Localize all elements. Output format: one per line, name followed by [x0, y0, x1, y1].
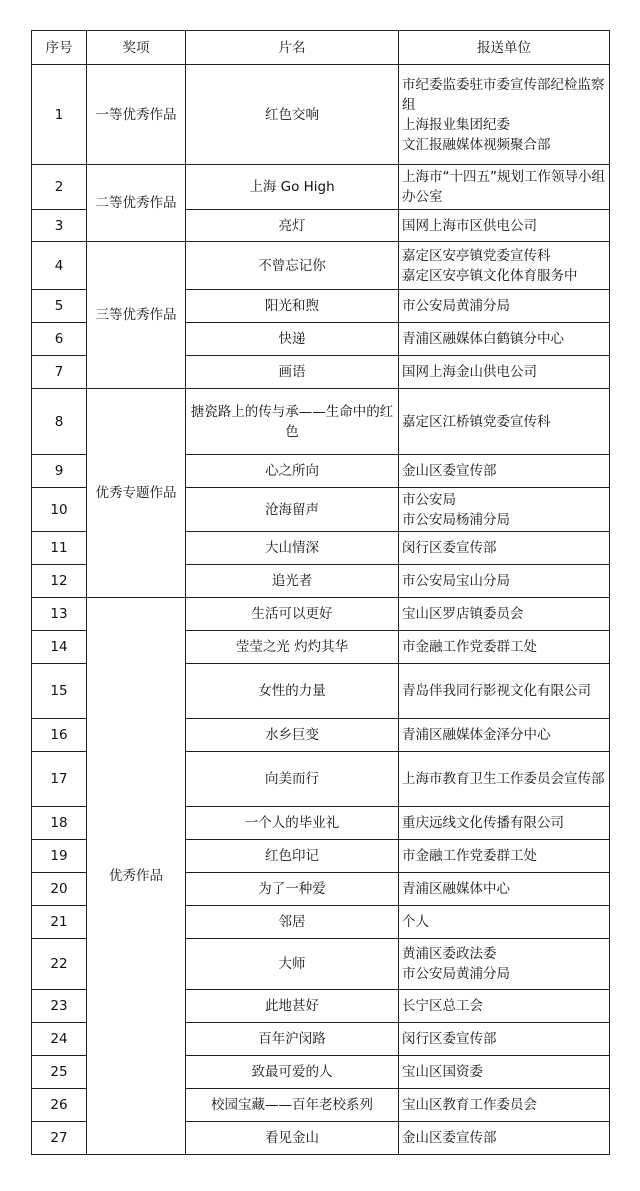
row-no: 18 — [32, 807, 87, 840]
unit-line: 青浦区融媒体中心 — [402, 881, 510, 897]
row-no: 19 — [32, 840, 87, 873]
awards-table — [31, 30, 610, 1155]
film-title: 红色交响 — [186, 65, 399, 165]
film-title: 向美而行 — [186, 752, 399, 807]
film-title — [186, 389, 399, 455]
film-title: 此地甚好 — [186, 990, 399, 1023]
table-row — [32, 598, 610, 631]
unit-line: 宝山区教育工作委员会 — [402, 1097, 537, 1113]
unit-cell — [399, 598, 610, 631]
row-no: 9 — [32, 455, 87, 488]
unit-cell — [399, 389, 610, 455]
row-no: 13 — [32, 598, 87, 631]
film-title: 画语 — [186, 356, 399, 389]
table-row — [32, 165, 610, 210]
award-cell: 二等优秀作品 — [87, 165, 186, 242]
unit-line: 上海市教育卫生工作委员会宣传部 — [402, 771, 605, 787]
header-award: 奖项 — [87, 31, 186, 65]
unit-cell — [399, 488, 610, 532]
unit-cell — [399, 719, 610, 752]
award-cell: 三等优秀作品 — [87, 242, 186, 389]
table-row — [32, 65, 610, 165]
row-no: 8 — [32, 389, 87, 455]
film-title: 沧海留声 — [186, 488, 399, 532]
unit-cell — [399, 565, 610, 598]
unit-line: 黄浦区委政法委 — [402, 946, 497, 962]
row-no: 27 — [32, 1122, 87, 1155]
film-title: 莹莹之光 灼灼其华 — [186, 631, 399, 664]
film-title: 上海 Go High — [186, 165, 399, 210]
film-title: 看见金山 — [186, 1122, 399, 1155]
unit-line: 青浦区融媒体白鹤镇分中心 — [402, 331, 564, 347]
unit-line: 上海市“十四五”规划工作领导小组办公室 — [402, 169, 605, 205]
header-no: 序号 — [32, 31, 87, 65]
unit-cell — [399, 455, 610, 488]
film-title-text: 搪瓷路上的传与承——生命中的红色 — [190, 403, 394, 440]
unit-cell — [399, 1023, 610, 1056]
row-no: 6 — [32, 323, 87, 356]
unit-cell — [399, 1056, 610, 1089]
film-title: 一个人的毕业礼 — [186, 807, 399, 840]
film-title: 女性的力量 — [186, 664, 399, 719]
header-title: 片名 — [186, 31, 399, 65]
row-no: 5 — [32, 290, 87, 323]
unit-cell — [399, 242, 610, 290]
unit-line: 金山区委宣传部 — [402, 463, 497, 479]
unit-cell — [399, 323, 610, 356]
table-row — [32, 389, 610, 455]
unit-line: 重庆远线文化传播有限公司 — [402, 815, 564, 831]
row-no: 20 — [32, 873, 87, 906]
unit-line: 市公安局杨浦分局 — [402, 511, 510, 528]
unit-line: 市公安局 — [402, 491, 456, 508]
unit-line: 闵行区委宣传部 — [402, 540, 497, 556]
award-cell: 优秀专题作品 — [87, 389, 186, 598]
row-no: 22 — [32, 939, 87, 990]
row-no: 2 — [32, 165, 87, 210]
row-no: 7 — [32, 356, 87, 389]
award-cell: 一等优秀作品 — [87, 65, 186, 165]
film-title: 亮灯 — [186, 210, 399, 242]
unit-line: 闵行区委宣传部 — [402, 1031, 497, 1047]
film-title: 快递 — [186, 323, 399, 356]
unit-line: 嘉定区安亭镇党委宣传科 — [402, 247, 551, 264]
unit-cell — [399, 210, 610, 242]
unit-line: 市公安局黄浦分局 — [402, 298, 510, 314]
unit-line: 市公安局黄浦分局 — [402, 966, 510, 982]
unit-line: 宝山区罗店镇委员会 — [402, 606, 524, 622]
row-no: 12 — [32, 565, 87, 598]
row-no: 15 — [32, 664, 87, 719]
unit-cell — [399, 873, 610, 906]
film-title: 百年沪闵路 — [186, 1023, 399, 1056]
film-title: 致最可爱的人 — [186, 1056, 399, 1089]
unit-cell — [399, 631, 610, 664]
film-title: 阳光和煦 — [186, 290, 399, 323]
unit-cell — [399, 356, 610, 389]
row-no: 25 — [32, 1056, 87, 1089]
unit-cell — [399, 165, 610, 210]
row-no: 26 — [32, 1089, 87, 1122]
unit-cell — [399, 532, 610, 565]
row-no: 4 — [32, 242, 87, 290]
unit-cell — [399, 752, 610, 807]
film-title: 为了一种爱 — [186, 873, 399, 906]
unit-line: 文汇报融媒体视频聚合部 — [402, 136, 551, 153]
film-title: 校园宝藏——百年老校系列 — [186, 1089, 399, 1122]
award-cell: 优秀作品 — [87, 598, 186, 1155]
unit-line: 上海报业集团纪委 — [402, 116, 510, 133]
header-row — [32, 31, 610, 65]
unit-cell — [399, 290, 610, 323]
row-no: 23 — [32, 990, 87, 1023]
unit-line: 青岛伴我同行影视文化有限公司 — [402, 683, 591, 699]
unit-line: 金山区委宣传部 — [402, 1130, 497, 1146]
unit-line: 嘉定区江桥镇党委宣传科 — [402, 413, 551, 430]
row-no: 17 — [32, 752, 87, 807]
film-title: 水乡巨变 — [186, 719, 399, 752]
table-row — [32, 242, 610, 290]
row-no: 11 — [32, 532, 87, 565]
unit-line: 市金融工作党委群工处 — [402, 639, 537, 655]
film-title: 不曾忘记你 — [186, 242, 399, 290]
unit-cell — [399, 939, 610, 990]
row-no: 16 — [32, 719, 87, 752]
film-title: 红色印记 — [186, 840, 399, 873]
film-title: 追光者 — [186, 565, 399, 598]
unit-line: 个人 — [402, 914, 429, 930]
row-no: 1 — [32, 65, 87, 165]
film-title: 大山情深 — [186, 532, 399, 565]
unit-cell — [399, 65, 610, 165]
film-title: 邻居 — [186, 906, 399, 939]
unit-cell — [399, 1089, 610, 1122]
unit-cell — [399, 664, 610, 719]
film-title: 大师 — [186, 939, 399, 990]
unit-cell — [399, 840, 610, 873]
film-title: 心之所向 — [186, 455, 399, 488]
row-no: 24 — [32, 1023, 87, 1056]
unit-cell — [399, 990, 610, 1023]
film-title: 生活可以更好 — [186, 598, 399, 631]
unit-line: 市公安局宝山分局 — [402, 573, 510, 589]
unit-line: 宝山区国资委 — [402, 1064, 483, 1080]
unit-line: 青浦区融媒体金泽分中心 — [402, 727, 551, 743]
unit-line: 市金融工作党委群工处 — [402, 848, 537, 864]
unit-cell — [399, 1122, 610, 1155]
unit-cell — [399, 807, 610, 840]
unit-line: 国网上海金山供电公司 — [402, 364, 537, 380]
unit-line: 嘉定区安亭镇文化体育服务中 — [402, 267, 578, 284]
header-unit: 报送单位 — [399, 31, 610, 65]
unit-line: 长宁区总工会 — [402, 998, 483, 1014]
row-no: 14 — [32, 631, 87, 664]
unit-cell — [399, 906, 610, 939]
unit-line: 国网上海市区供电公司 — [402, 217, 537, 234]
row-no: 10 — [32, 488, 87, 532]
row-no: 3 — [32, 210, 87, 242]
unit-line: 市纪委监委驻市委宣传部纪检监察组 — [402, 76, 605, 113]
row-no: 21 — [32, 906, 87, 939]
